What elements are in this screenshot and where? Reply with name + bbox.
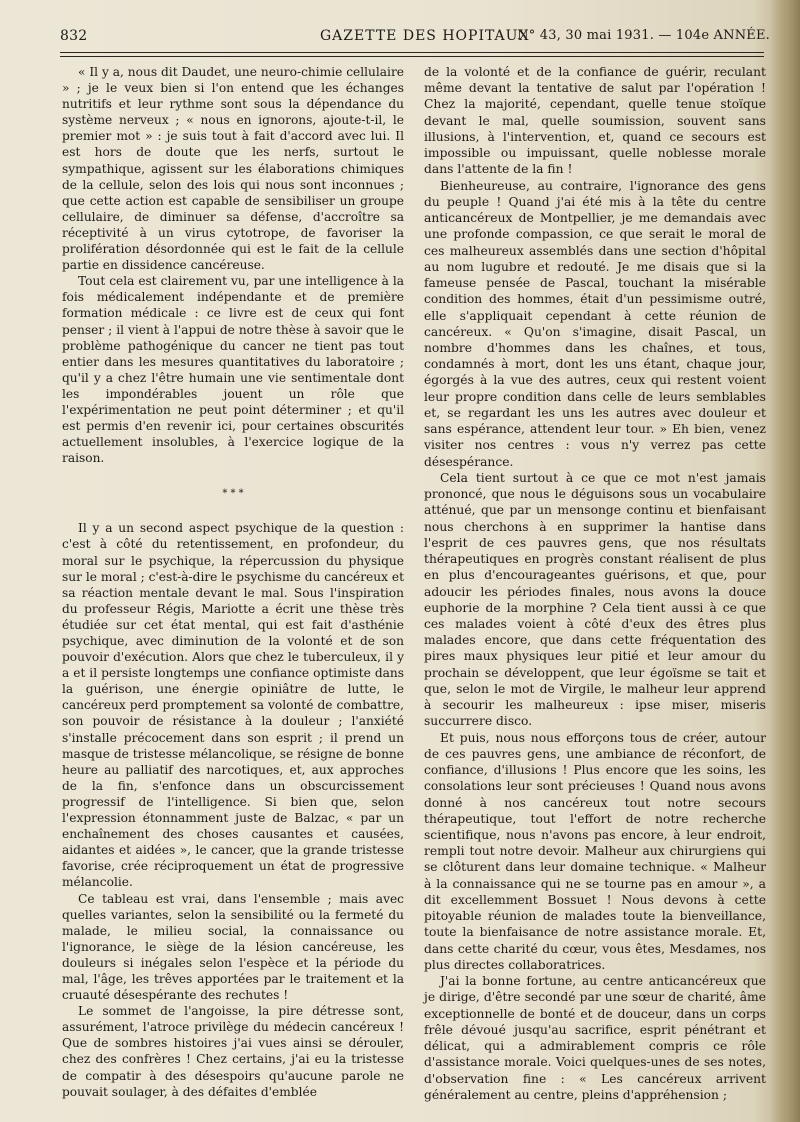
- paragraph: J'ai la bonne fortune, au centre anticancéreux que je dirige, d'être secondé par une sœur de charité, âme exceptionnelle de bonté et de douceur, dans un corps frêle dévoué jusqu'au sacrifice, esprit pénétrant et délicat, qui a admirablement compris ce rôle d'assistance morale. Voici quelques-unes de ses notes, d'observation fine : « Les cancéreux arrivent généralement au centre, pleins d'appréhension ;: [424, 974, 766, 1102]
- paragraph: Cela tient surtout à ce que ce mot n'est jamais prononcé, que nous le déguisons sous un vocabulaire atténué, que par un mensonge continu et bienfaisant nous cherchons à en supprimer la hantise dans l'esprit de ces pauvres gens, que nos résultats thérapeutiques en progrès constant réalisent de plus en plus d'encourageantes guérisons, et que, pour adoucir les périodes finales, nous avons la douce euphorie de la morphine ? Cela tient aussi à ce que ces malades voient à côté d'eux des êtres plus malades encore, que dans cette fréquentation des pires maux physiques leur pitié et leur amour du prochain se développent, que leur égoïsme se tait et que, selon le mot de Virgile, le malheur leur apprend à secourir les malheureux : ipse miser, miseris succurrere disco.: [424, 470, 766, 729]
- paragraph: de la volonté et de la confiance de guérir, reculant même devant la tentative de salut par l'opération ! Chez la majorité, cependant, quelle tenue stoïque devant le mal, quelle soumission, souvent sans illusions, à l'intervention, et, quand ce secours est impossible ou impuissant, quelle noblesse morale dans l'attente de la fin !: [424, 65, 766, 177]
- left-column: [62, 64, 404, 1100]
- header-rule-thick: [60, 52, 764, 53]
- paragraph: « Il y a, nous dit Daudet, une neuro-chimie cellulaire » ; je le veux bien si l'on entend que les échanges nutritifs et leur rythme sont sous la dépendance du système nerveux ; « nous en ignorons, ajoute-t-il, le premier mot » : je suis tout à fait d'accord avec lui. Il est hors de doute que les nerfs, surtout le sympathique, agissent sur les élaborations chimiques de la cellule, selon des lois qui nous sont inconnues ; que cette action est capable de sensibiliser un groupe cellulaire, de diminuer sa défense, d'accroître sa réceptivité à un virus cytotrope, de favoriser la prolifération désordonnée qui est le fait de la cellule partie en dissidence cancéreuse.: [62, 65, 404, 273]
- page-number: 832: [60, 28, 88, 44]
- paragraph: Tout cela est clairement vu, par une intelligence à la fois médicalement indépendante et de première formation médicale : ce livre est de ceux qui font penser ; il vient à l'appui de notre thèse à savoir que le problème pathogénique du cancer ne tient pas tout entier dans les mesures quantitatives du laboratoire ; qu'il y a chez l'être humain une vie sentimentale dont les impondérables jouent un rôle que l'expérimentation ne peut point déterminer ; et qu'il est permis d'en revenir ici, pour certaines obscurités actuellement insolubles, à l'exercice logique de la raison.: [62, 274, 404, 466]
- page-edge-shadow: [770, 0, 800, 1122]
- right-column: [424, 64, 766, 1103]
- header-rule-thin: [60, 56, 764, 57]
- paragraph: Ce tableau est vrai, dans l'ensemble ; mais avec quelles variantes, selon la sensibilité ou la fermeté du malade, le milieu social, la connaissance ou l'ignorance, le siège de la lésion cancéreuse, les douleurs si inégales selon l'espèce et la période du mal, l'âge, les trêves apportées par le traitement et la cruauté désespérante des rechutes !: [62, 891, 404, 1003]
- issue-info: N° 43, 30 mai 1931. — 104e ANNÉE.: [517, 28, 770, 43]
- journal-title: GAZETTE DES HOPITAUX: [320, 28, 530, 44]
- paragraph: Le sommet de l'angoisse, la pire détresse sont, assurément, l'atroce privilège du médecin cancéreux ! Que de sombres histoires j'ai vues ainsi se dérouler, chez des confrères ! Chez certains, j'ai eu la tristesse de compatir à des désespoirs qu'aucune parole ne pouvait soulager, à des défaites d'emblée: [62, 1004, 404, 1099]
- section-separator: * * *: [222, 488, 244, 500]
- page-header: [60, 24, 770, 48]
- paragraph: Et puis, nous nous efforçons tous de créer, autour de ces pauvres gens, une ambiance de réconfort, de confiance, d'illusions ! Plus encore que les soins, les consolations leur sont précieuses ! Quand nous avons donné à nos cancéreux tout notre secours thérapeutique, tout l'effort de notre recherche scientifique, nous n'avons pas encore, à leur endroit, rempli tout notre devoir. Malheur aux chirurgiens qui se clôturent dans leur domaine technique. « Malheur à la connaissance qui ne se tourne pas en amour », a dit excellemment Bossuet ! Nous devons à cette pitoyable réunion de malades toute la bienveillance, toute la bienfaisance de notre assistance morale. Et, dans cette charité du cœur, vous êtes, Mesdames, nos plus directes collaboratrices.: [424, 730, 766, 972]
- paragraph: Bienheureuse, au contraire, l'ignorance des gens du peuple ! Quand j'ai été mis à la tête du centre anticancéreux de Montpellier, je me demandais avec une profonde compassion, ce que serait le moral de ces malheureux assemblés dans une section d'hôpital au nom lugubre et redouté. Je me disais que si la fameuse pensée de Pascal, touchant la misérable condition des hommes, était d'un pessimisme outré, elle s'appliquait cependant à cette réunion de cancéreux. « Qu'on s'imagine, disait Pascal, un nombre d'hommes dans les chaînes, et tous, condamnés à mort, dont les uns étant, chaque jour, égorgés à la vue des autres, ceux qui restent voient leur propre condition dans celle de leurs semblables et, se regardant les uns les autres avec douleur et sans espérance, attendent leur tour. » Eh bien, venez visiter nos centres : vous n'y verrez pas cette désespérance.: [424, 178, 766, 469]
- paragraph: Il y a un second aspect psychique de la question : c'est à côté du retentissement, en profondeur, du moral sur le psychique, la répercussion du physique sur le moral ; c'est-à-dire le psychisme du cancéreux et sa réaction mentale devant le mal. Sous l'inspiration du professeur Régis, Mariotte a écrit une thèse très étudiée sur cet état mental, qui est fait d'asthénie psychique, avec diminution de la volonté et de son pouvoir d'exécution. Alors que chez le tuberculeux, il y a et il persiste longtemps une confiance optimiste dans la guérison, une énergie opiniâtre de lutte, le cancéreux perd promptement sa volonté de combattre, son pouvoir de résistance à la douleur ; l'anxiété s'installe précocement dans son esprit ; il prend un masque de tristesse mélancolique, se résigne de bonne heure au palliatif des narcotiques, et, aux approches de la fin, s'enfonce dans un obscurcissement progressif de l'intelligence. Si bien que, selon l'expression étonnamment juste de Balzac, « par un enchaînement des choses causantes et causées, aidantes et aidées », le cancer, que la grande tristesse favorise, crée réciproquement un état de progressive mélancolie.: [62, 521, 404, 890]
